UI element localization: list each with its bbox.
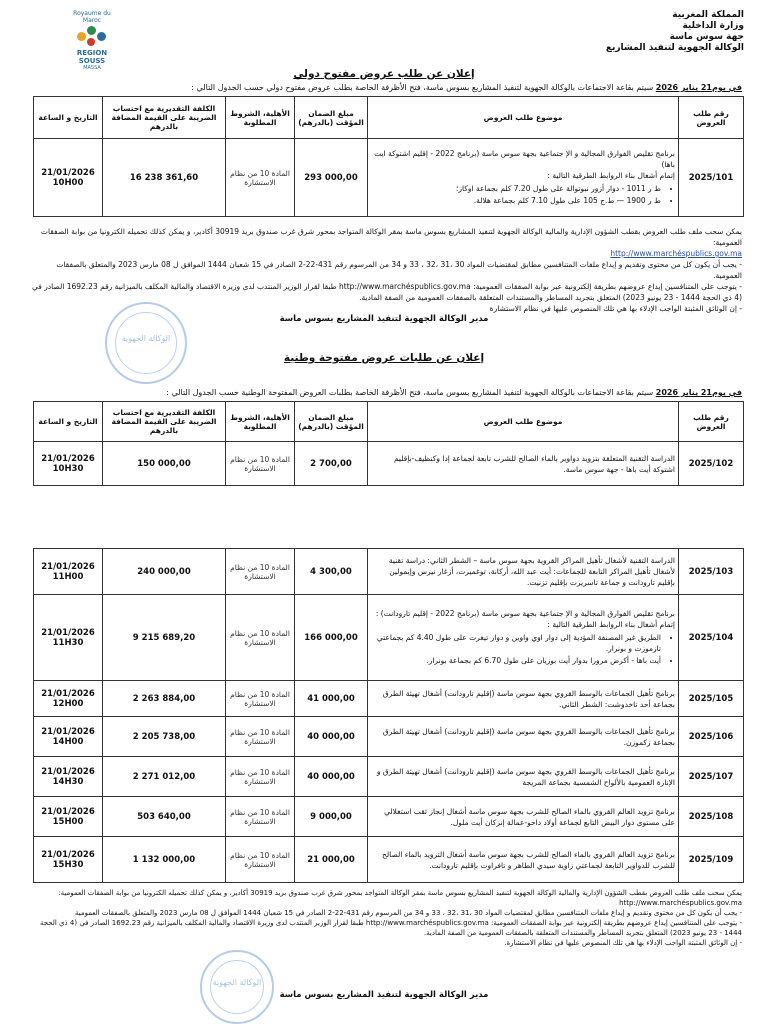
cell-cost: 9 215 689,20 — [103, 595, 226, 681]
subject-line: برنامج تزويد العالم القروي بالماء الصالح للشرب بجهة سوس ماسة أشغال إنجاز ثقب استغلالي على مستوى دوار البيض التابع لجماعة أولاد داحو-عمالة إنزكان أيت ملول. — [384, 806, 675, 827]
section2-intro-date: في يوم21 يناير 2026 — [655, 388, 742, 397]
section1-notes — [26, 226, 742, 314]
letterhead-line: جهة سوس ماسة — [669, 32, 744, 42]
table-row — [34, 717, 744, 757]
cell-ref: 2025/103 — [679, 549, 744, 595]
subject-line: برنامج تأهيل الجماعات بالوسط القروي بجهة سوس ماسة (إقليم تارودانت) أشغال تهيئة الطرق و الإنارة العمومية بالألواح الشمسية بجماعة المريجة — [376, 766, 675, 787]
cell-date-value: 21/01/2026 — [41, 849, 95, 860]
cell-subject — [368, 139, 679, 217]
cell-date — [34, 837, 103, 883]
cell-time-value: 10H30 — [52, 463, 84, 474]
cell-time-value: 10H00 — [52, 177, 84, 188]
th-ref: رقم طلب العروض — [679, 97, 744, 139]
cell-date-value: 21/01/2026 — [41, 726, 95, 737]
cell-cost: 16 238 361,60 — [103, 139, 226, 217]
th-guarantee: مبلغ الضمان المؤقت (بالدرهم) — [295, 402, 368, 442]
portal-link[interactable]: http://www.marchéspublics.gov.ma — [610, 249, 742, 258]
cell-date — [34, 681, 103, 717]
note-line: - يجب أن يكون كل من محتوى وتقديم و إيداع ملفات المتنافسين مطابق لمقتضيات المواد 30 ،31 ،32 ، 33 و 34 من المرسوم رقم 431-22-2 الصادر في 15 شعبان 1444 الموافق ل 08 مارس 2023 والمتعلق بالصفقات العمومية — [74, 909, 742, 917]
cell-date — [34, 717, 103, 757]
cell-guarantee: 41 000,00 — [295, 681, 368, 717]
subject-bullets — [371, 183, 661, 206]
section2-table — [33, 401, 744, 486]
note-line: يمكن سحب ملف طلب العروض بقطب الشؤون الإدارية والمالية الوكالة الجهوية لتنفيذ المشاريع بسوس ماسة بمقر الوكالة المتواجد بمحور شرق غرب صندوق بريد 30919 أكادير، و يمكن كذلك تحميله الكترونيا من بوابة الصفقات العمومية: — [40, 227, 742, 247]
cell-time-value: 14H00 — [52, 736, 84, 747]
stamp-text: الوكالة الجهوية — [121, 334, 171, 343]
cell-subject — [368, 549, 679, 595]
cell-date-value: 21/01/2026 — [41, 806, 95, 817]
cell-cost: 2 271 012,00 — [103, 757, 226, 797]
cell-date-value: 21/01/2026 — [41, 627, 95, 638]
section1-title: إعلان عن طلب عروض مفتوح دولي — [293, 68, 475, 80]
cell-guarantee: 2 700,00 — [295, 442, 368, 486]
cell-subject — [368, 595, 679, 681]
section1-signature: مدير الوكالة الجهوية لتنفيذ المشاريع بسوس ماسة — [279, 314, 489, 324]
cell-guarantee: 21 000,00 — [295, 837, 368, 883]
th-eligibility: الأهلية، الشروط المطلوبة — [226, 97, 295, 139]
subject-line: الدراسة التقنية لأشغال تأهيل المراكز القروية بجهة سوس ماسة – الشطر الثاني: دراسة تقنية لأشغال تأهيل المراكز التابعة للجماعات: أيت عبد الله، أركانة، توغميرت، أزغار نيرس وإيمولين بإقليم تارودانت و جماعة تاسريرت بإقليم تزنيت. — [388, 556, 675, 587]
table-body — [34, 549, 744, 883]
th-cost: الكلفة التقديرية مع احتساب الضريبة على القيمة المضافة بالدرهم — [103, 97, 226, 139]
table-row — [34, 757, 744, 797]
cell-ref: 2025/104 — [679, 595, 744, 681]
subject-line: برنامج تزويد العالم القروي بالماء الصالح للشرب بجهة سوس ماسة أشغال التزويد بالماء الصالح للشرب للدواوير التابعة لجماعتي زاوية سيدي الطاهر و تافراوت بإقليم تارودانت. — [382, 849, 675, 870]
letterhead-line: وزارة الداخلية — [682, 21, 744, 31]
section2-intro-text: سيتم بقاعة الاجتماعات بالوكالة الجهوية لتنفيذ المشاريع بسوس ماسة، فتح الأظرفة الخاصة بطلبات العروض المفتوحة الوطنية حسب الجدول التالي : — [166, 388, 656, 397]
cell-date-value: 21/01/2026 — [41, 688, 95, 699]
cell-date-value: 21/01/2026 — [41, 167, 95, 178]
cell-date — [34, 139, 103, 217]
section2-notes — [26, 888, 742, 948]
subject-bullet: • ط ر 1900 — ط.ج 105 على طول 7.10 كلم بجماعة هلالة. — [371, 195, 661, 206]
note-line: يمكن سحب ملف طلب العروض بقطب الشؤون الإدارية والمالية الوكالة الجهوية لتنفيذ المشاريع بسوس ماسة بمقر الوكالة المتواجد بمحور شرق غرب صندوق بريد 30919 أكادير، و يمكن كذلك تحميله الكترونيا من بوابة الصفقات العمومية: http://www.marchéspublics.gov.ma — [58, 889, 742, 907]
table-row — [34, 681, 744, 717]
note-line: - يجب أن يكون كل من محتوى وتقديم و إيداع ملفات المتنافسين مطابق لمقتضيات المواد 30 ،31 ،32 ، 33 و 34 من المرسوم رقم 431-22-2 الصادر في 15 شعبان 1444 الموافق ل 08 مارس 2023 والمتعلق بالصفقات العمومية. — [56, 260, 742, 280]
cell-time-value: 11H30 — [52, 637, 84, 648]
th-eligibility: الأهلية، الشروط المطلوبة — [226, 402, 295, 442]
cell-eligibility: المادة 10 من نظام الاستشارة — [226, 549, 295, 595]
letterhead — [504, 10, 744, 54]
cell-cost: 2 205 738,00 — [103, 717, 226, 757]
section1-intro — [26, 83, 742, 92]
cell-eligibility: المادة 10 من نظام الاستشارة — [226, 837, 295, 883]
cell-date — [34, 757, 103, 797]
cell-eligibility: المادة 10 من نظام الاستشارة — [226, 757, 295, 797]
cell-time-value: 15H30 — [52, 859, 84, 870]
note-line: - يتوجب على المتنافسين إيداع عروضهم بطريقة إلكترونية عبر بوابة الصفقات العمومية: http://www.marchéspublics.gov.ma طبقا لقرار الوزير المنتدب لدى وزيرة الاقتصاد والمالية المكلف بالميزانية رقم 1692.23 الصادر في (4 ذي الحجة 1444 - 23 يونيو 2023) المتعلق بتجريد المساطر والمستندات المتعلقة بالصفقات العمومية من الصفة المادية. — [39, 919, 742, 937]
table-row — [34, 139, 744, 217]
cell-guarantee: 4 300,00 — [295, 549, 368, 595]
subject-line: برنامج تأهيل الجماعات بالوسط القروي بجهة سوس ماسة (إقليم تارودانت) أشغال تهيئة الطرق بجماعة أحد تاخدوشت: الشطر الثاني. — [382, 688, 675, 709]
cell-eligibility: المادة 10 من نظام الاستشارة — [226, 681, 295, 717]
cell-cost: 150 000,00 — [103, 442, 226, 486]
note-line: - إن الوثائق المثبتة الواجب الإدلاء بها هي تلك المنصوص عليها في نظام الاستشارة — [489, 304, 742, 313]
subject-bullets — [371, 632, 661, 666]
cell-guarantee: 40 000,00 — [295, 717, 368, 757]
cell-subject — [368, 757, 679, 797]
cell-subject — [368, 797, 679, 837]
section2-title: إعلان عن طلبات عروض مفتوحة وطنية — [283, 352, 485, 364]
th-ref: رقم طلب العروض — [679, 402, 744, 442]
cell-cost: 1 132 000,00 — [103, 837, 226, 883]
th-cost: الكلفة التقديرية مع احتساب الضريبة على القيمة المضافة بالدرهم — [103, 402, 226, 442]
cell-date-value: 21/01/2026 — [41, 766, 95, 777]
logo-mark-icon — [77, 26, 107, 48]
letterhead-line: المملكة المغربية — [672, 10, 744, 20]
cell-subject — [368, 837, 679, 883]
cell-ref: 2025/102 — [679, 442, 744, 486]
cell-date — [34, 442, 103, 486]
section1-table — [33, 96, 744, 217]
th-subject: موضوع طلب العروض — [368, 402, 679, 442]
subject-line: برنامج تأهيل الجماعات بالوسط القروي بجهة سوس ماسة (إقليم تارودانت) أشغال تهيئة الطرق بجماعة زكموزن. — [382, 726, 675, 747]
table-row — [34, 837, 744, 883]
th-date: التاريخ و الساعة — [34, 402, 103, 442]
cell-time-value: 12H00 — [52, 698, 84, 709]
official-stamp-icon — [200, 950, 274, 1024]
cell-guarantee: 166 000,00 — [295, 595, 368, 681]
logo-region-text: REGION SOUSS — [76, 49, 108, 65]
subject-line: برنامج تقليص الفوارق المجالية و الإ جتماعية بجهة سوس ماسة (برنامج 2022 - إقليم تارودانت) : إتمام أشغال بناء الروابط الطرقية التالية : — [375, 609, 675, 629]
subject-bullet: • أيت باها - أكرض مرورا بدوار أيت بوزيان على طول 6.70 كم بجماعة بونرار. — [371, 655, 661, 666]
cell-ref: 2025/106 — [679, 717, 744, 757]
letterhead-line: الوكالة الجهوية لتنفيذ المشاريع — [605, 43, 744, 53]
th-date: التاريخ و الساعة — [34, 97, 103, 139]
cell-time-value: 11H00 — [52, 571, 84, 582]
table-row — [34, 549, 744, 595]
cell-subject — [368, 681, 679, 717]
agency-logo — [66, 10, 118, 71]
cell-cost: 503 640,00 — [103, 797, 226, 837]
cell-ref: 2025/101 — [679, 139, 744, 217]
cell-eligibility: المادة 10 من نظام الاستشارة — [226, 139, 295, 217]
official-stamp-icon — [105, 302, 187, 384]
cell-guarantee: 293 000,00 — [295, 139, 368, 217]
cell-eligibility: المادة 10 من نظام الاستشارة — [226, 595, 295, 681]
section1-intro-text: سيتم بقاعة الاجتماعات بالوكالة الجهوية لتنفيذ المشاريع بسوس ماسة، فتح الأظرفة الخاصة بطلب عروض مفتوح دولي حسب الجدول التالي : — [191, 83, 656, 92]
table-row — [34, 595, 744, 681]
subject-bullet: • الطريق غير المصنفة المؤدية إلى دوار اوي واوين و دوار تيغرت على طول 4.40 كم بجماعتي تازموزت و بونرار. — [371, 632, 661, 654]
section1-intro-date: في يوم21 يناير 2026 — [655, 83, 742, 92]
cell-cost: 240 000,00 — [103, 549, 226, 595]
section2-signature: مدير الوكالة الجهوية لتنفيذ المشاريع بسوس ماسة — [279, 990, 489, 1000]
logo-region2-text: MASSA — [83, 65, 101, 71]
cell-ref: 2025/105 — [679, 681, 744, 717]
th-guarantee: مبلغ الضمان المؤقت (بالدرهم) — [295, 97, 368, 139]
cell-eligibility: المادة 10 من نظام الاستشارة — [226, 442, 295, 486]
cell-subject: الدراسة التقنية المتعلقة بتزويد دواوير بالماء الصالح للشرب تابعة لجماعة إدا وكنظيف-بإقليم اشتوكة أيت باها - جهة سوس ماسة. — [368, 442, 679, 486]
subject-bullet: • ط ر 1011 - دوار أزور نبوتوالة على طول 7.20 كلم بجماعة اوكاز؛ — [371, 183, 661, 194]
table-row — [34, 797, 744, 837]
section2-intro — [26, 388, 742, 397]
subject-line: إتمام أشغال بناء الروابط الطرقية التالية : — [547, 171, 675, 180]
cell-cost: 2 263 884,00 — [103, 681, 226, 717]
cell-ref: 2025/107 — [679, 757, 744, 797]
logo-kingdom-text: Royaume du Maroc — [73, 10, 111, 24]
cell-eligibility: المادة 10 من نظام الاستشارة — [226, 797, 295, 837]
cell-date — [34, 549, 103, 595]
cell-date — [34, 797, 103, 837]
section2-table-continued — [33, 548, 744, 883]
subject-line: برنامج تقليص الفوارق المجالية و الإ جتماعية بجهة سوس ماسة (برنامج 2022 - إقليم اشتوكة ايت باها) — [374, 149, 675, 169]
cell-subject — [368, 717, 679, 757]
cell-date-value: 21/01/2026 — [41, 561, 95, 572]
cell-eligibility: المادة 10 من نظام الاستشارة — [226, 717, 295, 757]
note-line: - إن الوثائق المثبتة الواجب الإدلاء بها هي تلك المنصوص عليها في نظام الاستشارة. — [504, 939, 742, 947]
cell-guarantee: 9 000,00 — [295, 797, 368, 837]
cell-time-value: 15H00 — [52, 816, 84, 827]
cell-ref: 2025/109 — [679, 837, 744, 883]
table-row — [34, 442, 744, 486]
stamp-text: الوكالة الجهوية — [212, 978, 262, 987]
note-line: - يتوجب على المتنافسين إيداع عروضهم بطريقة إلكترونية عبر بوابة الصفقات العمومية: http://www.marchéspublics.gov.ma طبقا لقرار الوزير المنتدب لدى وزيرة الاقتصاد والمالية المكلف بالميزانية رقم 1692.23 الصادر في (4 ذي الحجة 1444 - 23 يونيو 2023) المتعلق بتجريد المساطر والمستندات المتعلقة بالصفقات العمومية من الصفة المادية. — [31, 282, 742, 302]
cell-ref: 2025/108 — [679, 797, 744, 837]
cell-date-value: 21/01/2026 — [41, 453, 95, 464]
th-subject: موضوع طلب العروض — [368, 97, 679, 139]
cell-time-value: 14H30 — [52, 776, 84, 787]
cell-guarantee: 40 000,00 — [295, 757, 368, 797]
cell-date — [34, 595, 103, 681]
